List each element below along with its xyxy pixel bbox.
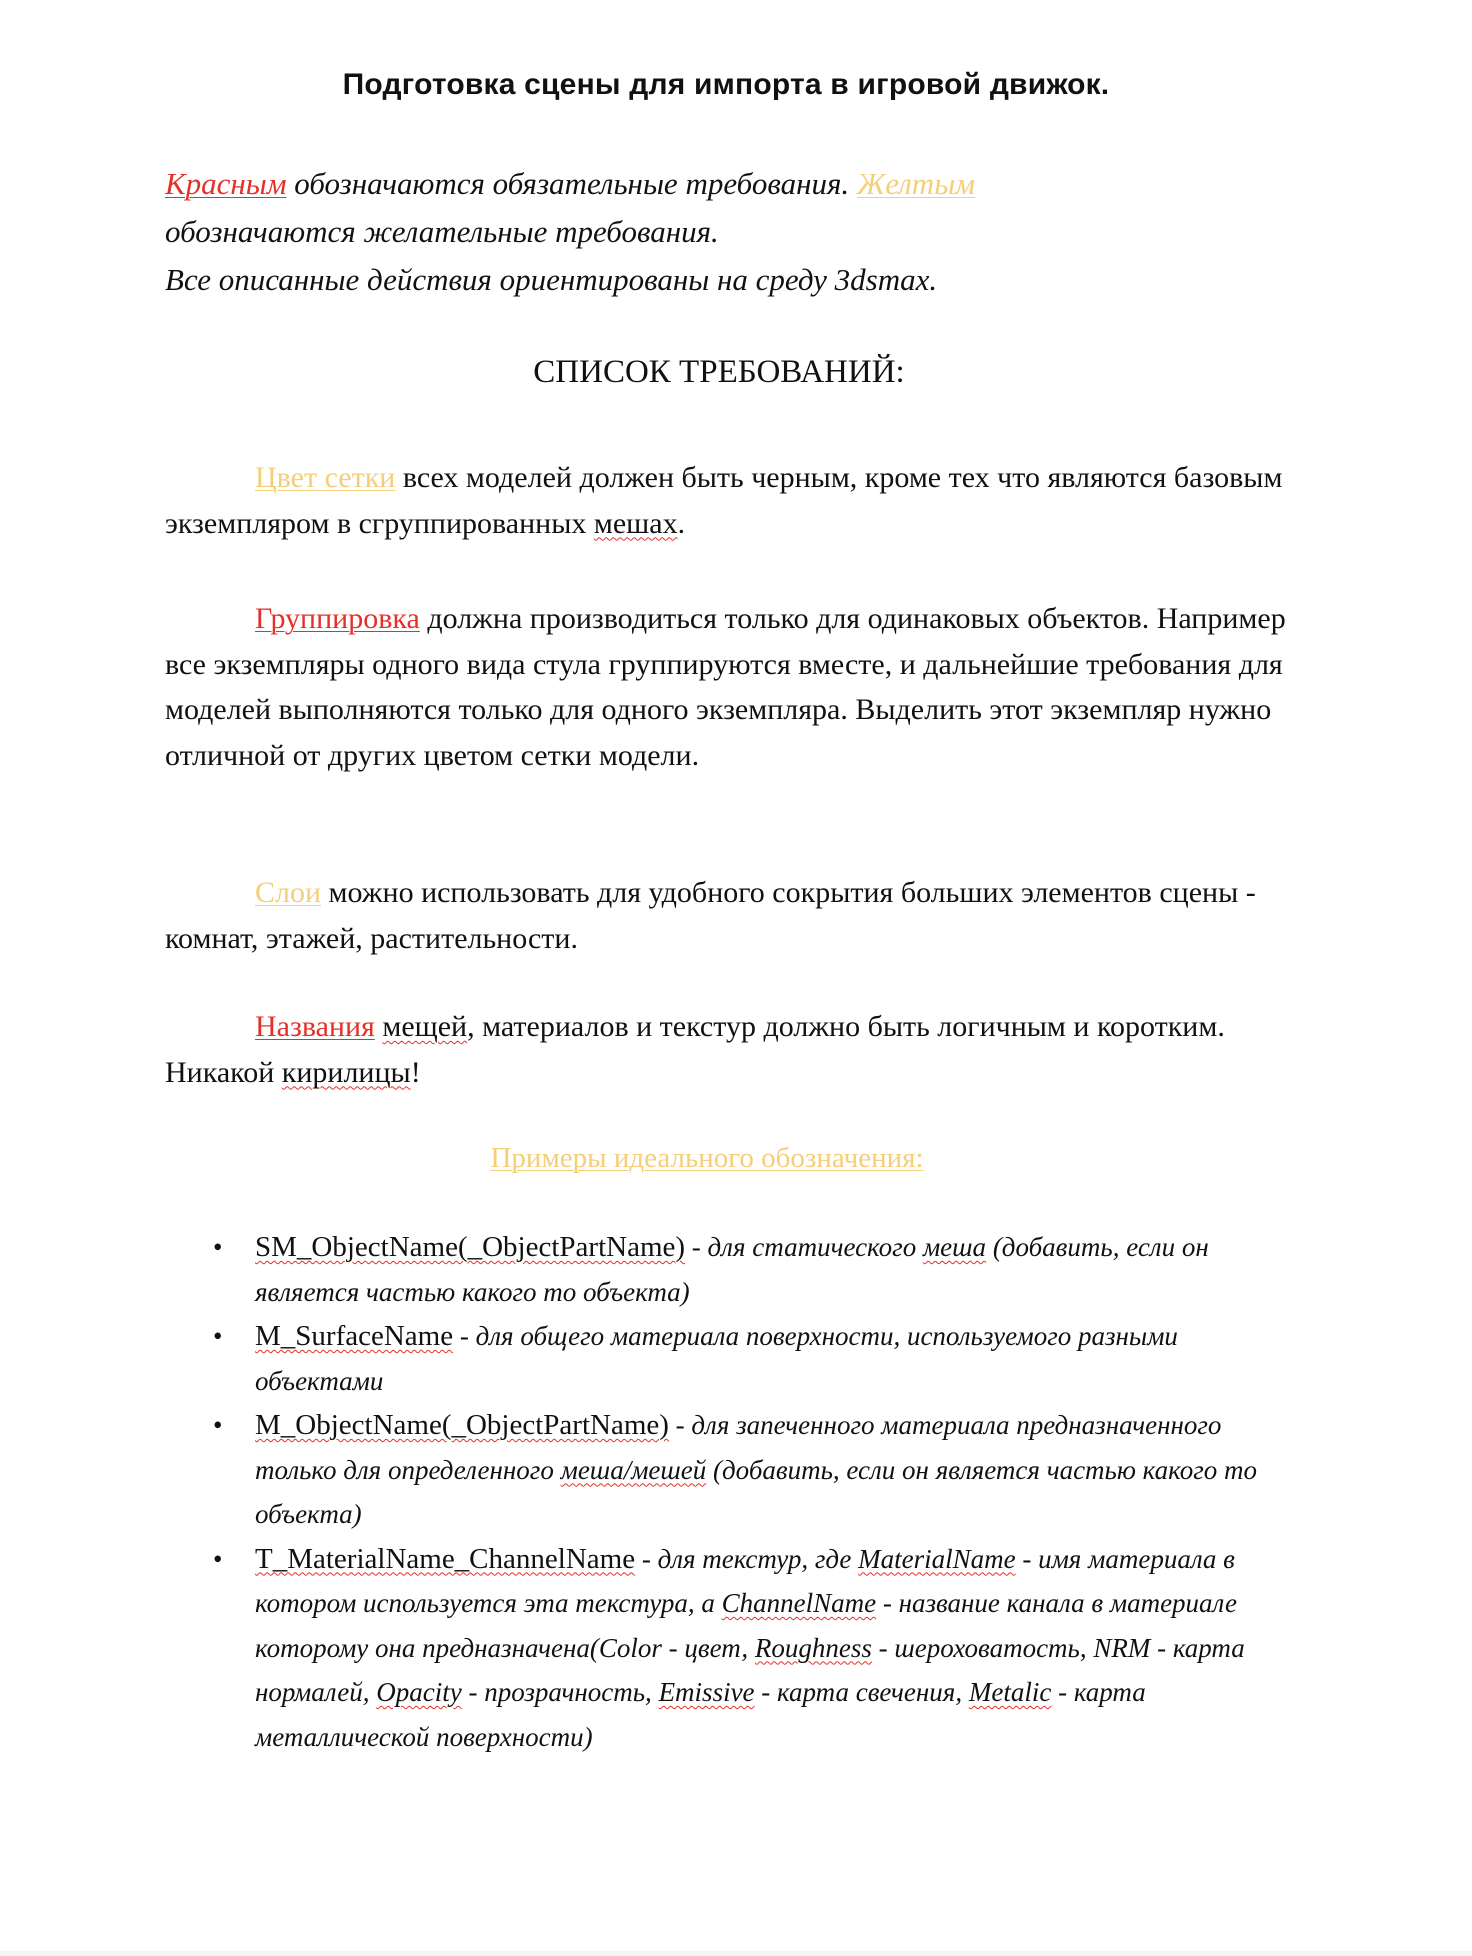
requirement-layers: [165, 870, 1305, 961]
example-code: SM_ObjectName(_ObjectPartName): [255, 1231, 686, 1263]
example-description: - шероховатость, NRM - карта нормалей,: [255, 1632, 1245, 1707]
example-description: (добавить, если он является частью какого то объекта): [255, 1454, 1257, 1529]
spellcheck-word: MaterialName: [858, 1543, 1016, 1574]
bullet-icon: •: [213, 1232, 223, 1262]
document-title: Подготовка сцены для импорта в игровой движок.: [342, 68, 1110, 101]
intro-block: [165, 160, 1345, 304]
intro-line-1: [165, 160, 1345, 208]
requirement-keyword: Названия: [255, 1010, 375, 1043]
bullet-icon: •: [213, 1410, 223, 1440]
examples-heading-text: Примеры идеального обозначения:: [490, 1142, 924, 1174]
requirement-keyword: Цвет сетки: [255, 461, 396, 494]
legend-red-word: Красным: [165, 166, 287, 201]
intro-red-description: обозначаются обязательные требования.: [286, 166, 857, 201]
example-description: - прозрачность,: [461, 1677, 659, 1707]
intro-line-3: Все описанные действия ориентированы на среду 3dsmax.: [165, 262, 938, 297]
example-item: [213, 1537, 1290, 1760]
requirement-text: должна производиться только для одинаковых объектов. Например все экземпляры одного вида стула группируются вместе, и дальнейшие требования для моделей выполняются только для одного экземпляра. Выделить этот экземпляр нужно отличной от других цветом сетки модели.: [165, 602, 1286, 772]
example-description: - для статического: [685, 1232, 923, 1262]
requirement-text: всех моделей должен быть черным, кроме тех что являются базовым экземпляром в сгруппированных: [165, 461, 1283, 540]
requirement-text: можно использовать для удобного сокрытия больших элементов сцены - комнат, этажей, растительности.: [165, 876, 1256, 955]
requirement-mesh-color: [165, 455, 1305, 546]
example-description: - карта металлической поверхности): [255, 1677, 1146, 1752]
page-bottom-edge: [0, 1951, 1472, 1956]
requirement-grouping: [165, 596, 1305, 778]
example-item: [213, 1314, 1290, 1403]
example-code: M_SurfaceName: [255, 1320, 454, 1352]
examples-list: [213, 1225, 1290, 1759]
spellcheck-word: кирилицы: [281, 1055, 411, 1089]
requirements-heading: СПИСОК ТРЕБОВАНИЙ:: [533, 354, 905, 390]
spellcheck-word: мещей: [382, 1010, 468, 1043]
example-item: [213, 1225, 1290, 1314]
example-item: [213, 1403, 1290, 1537]
example-description: - название канала в материале которому она предназначена(Color - цвет,: [255, 1588, 1237, 1663]
requirement-text: !: [410, 1055, 421, 1089]
bullet-icon: •: [213, 1543, 223, 1574]
example-description: (добавить, если он является частью какого то объекта): [255, 1232, 1209, 1307]
example-code: T_MaterialName_ChannelName: [255, 1542, 636, 1575]
spellcheck-word: мешах: [593, 506, 678, 540]
spellcheck-word: меша/мешей: [560, 1454, 707, 1485]
spellcheck-word: меша: [922, 1232, 987, 1262]
examples-heading: [0, 1142, 1414, 1175]
example-description: - для текстур, где: [635, 1543, 859, 1574]
requirement-names: [165, 1004, 1305, 1095]
example-description: - для общего материала поверхности, используемого разными объектами: [255, 1321, 1178, 1396]
spellcheck-word: Emissive: [658, 1677, 755, 1707]
legend-yellow-word: Желтым: [856, 166, 975, 201]
requirement-keyword: Слои: [255, 876, 322, 909]
spellcheck-word: Roughness: [754, 1632, 872, 1663]
example-description: - для запеченного материала предназначенного только для определенного: [255, 1410, 1222, 1485]
spellcheck-word: Metalic: [968, 1677, 1052, 1707]
spellcheck-word: ChannelName: [721, 1588, 877, 1618]
example-description: - имя материала в котором используется эта текстура, а: [255, 1543, 1235, 1618]
intro-line-2: обозначаются желательные требования.: [165, 214, 719, 249]
requirement-text: .: [677, 506, 686, 540]
spellcheck-word: Opacity: [376, 1677, 462, 1707]
example-code: M_ObjectName(_ObjectPartName): [255, 1409, 669, 1441]
example-description: - карта свечения,: [754, 1677, 969, 1707]
requirement-keyword: Группировка: [255, 602, 420, 635]
requirement-text: , материалов и текстур должно быть логичным и коротким. Никакой: [165, 1010, 1225, 1089]
bullet-icon: •: [213, 1321, 223, 1351]
